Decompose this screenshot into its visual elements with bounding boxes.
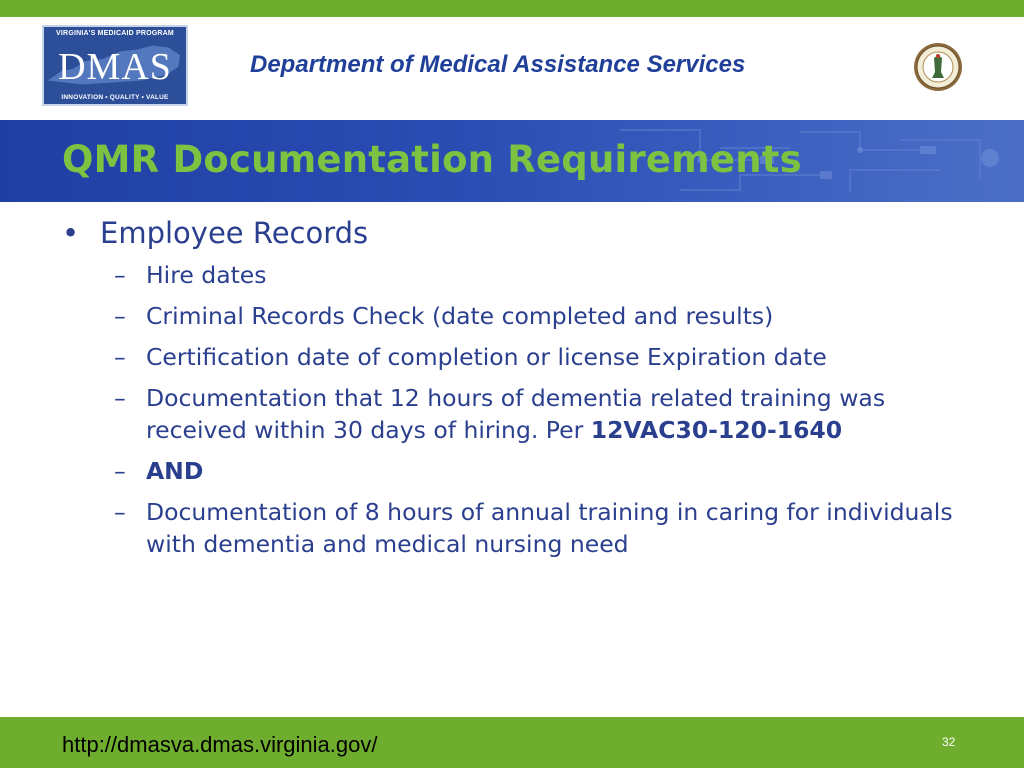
sub-item-hire-dates bbox=[62, 259, 982, 291]
dash-marker: – bbox=[114, 261, 126, 289]
sub-item-criminal-records bbox=[62, 300, 982, 332]
logo-main-text: DMAS bbox=[58, 46, 172, 88]
sub-item-text: Documentation that 12 hours of dementia related training was received within 30 days of hiring. Per bbox=[146, 384, 886, 444]
slide-header bbox=[0, 17, 1024, 120]
dash-marker: – bbox=[114, 384, 126, 412]
top-accent-bar bbox=[0, 0, 1024, 17]
sub-item-text: Hire dates bbox=[146, 261, 267, 289]
virginia-seal-icon bbox=[913, 42, 963, 92]
page-number: 32 bbox=[942, 735, 956, 749]
sub-item-text: Criminal Records Check (date completed and results) bbox=[146, 302, 774, 330]
dash-marker: – bbox=[114, 343, 126, 371]
logo-bottom-text: INNOVATION • QUALITY • VALUE bbox=[61, 94, 169, 101]
dmas-logo bbox=[42, 25, 188, 106]
sub-item-text: Certification date of completion or license Expiration date bbox=[146, 343, 827, 371]
sub-item-annual-training bbox=[62, 496, 982, 560]
sub-item-and bbox=[62, 455, 982, 487]
dash-marker: – bbox=[114, 498, 126, 526]
title-banner bbox=[0, 120, 1024, 202]
bullet-marker: • bbox=[62, 216, 80, 250]
sub-item-text: Documentation of 8 hours of annual training in caring for individuals with dementia and medical nursing need bbox=[146, 498, 953, 558]
sub-item-dementia-training bbox=[62, 382, 982, 446]
sub-bullet-list bbox=[62, 259, 982, 560]
dash-marker: – bbox=[114, 457, 126, 485]
sub-item-certification bbox=[62, 341, 982, 373]
bullet-text: Employee Records bbox=[100, 216, 369, 250]
regulation-reference: 12VAC30-120-1640 bbox=[590, 416, 843, 444]
footer-url-link[interactable]: http://dmasva.dmas.virginia.gov/ bbox=[62, 732, 378, 757]
bullet-employee-records bbox=[62, 213, 982, 253]
slide-title: QMR Documentation Requirements bbox=[62, 138, 802, 181]
department-name: Department of Medical Assistance Services bbox=[250, 51, 746, 78]
slide-content bbox=[62, 213, 982, 569]
sub-item-bold-text: AND bbox=[146, 457, 204, 485]
logo-top-text: VIRGINIA'S MEDICAID PROGRAM bbox=[56, 30, 174, 37]
dash-marker: – bbox=[114, 302, 126, 330]
slide-footer bbox=[0, 717, 1024, 768]
